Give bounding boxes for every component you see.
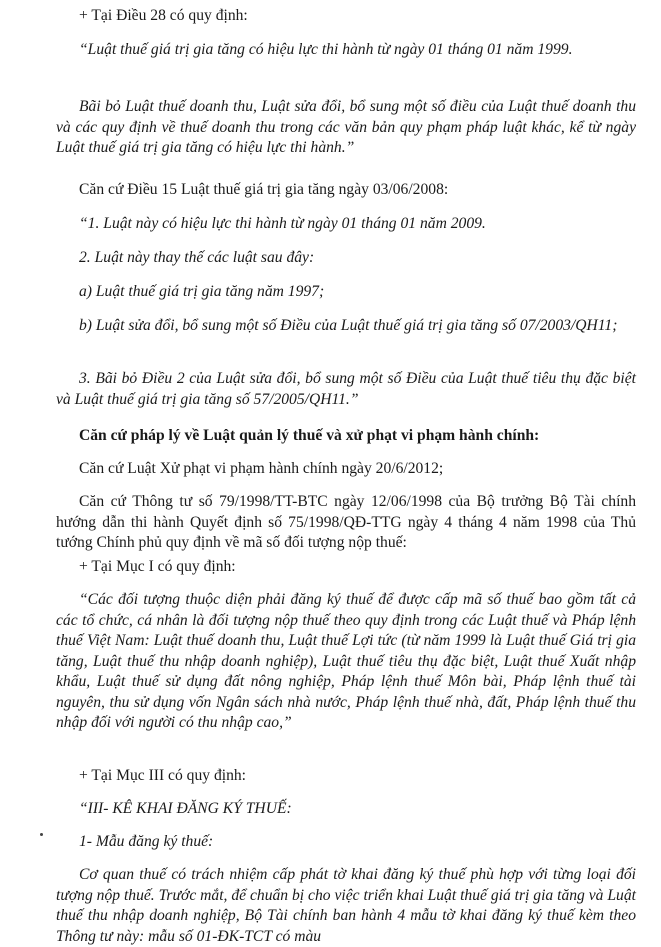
paragraph-declaration-heading: “III- KÊ KHAI ĐĂNG KÝ THUẾ: (79, 800, 292, 817)
paragraph-tax-office-responsibility: Cơ quan thuế có trách nhiệm cấp phát tờ khai đăng ký thuế phù hợp với từng loại đối tượng nộp thuế. Trước mắt, để chuẩn bị cho việc triển khai Luật thuế giá trị gia tăng và Luật thuế thu nhập doanh nghiệp, Bộ Tài chính ban hành 4 mẫu tờ khai đăng ký thuế kèm theo Thông tư này: mẫu số 01-ĐK-TCT có màu (56, 866, 636, 945)
paragraph-section-iii-heading: + Tại Mục III có quy định: (79, 767, 247, 784)
paragraph-taxpayer-registration-subjects: “Các đối tượng thuộc diện phải đăng ký thuế để được cấp mã số thuế bao gồm tất cả các tổ chức, cá nhân là đối tượng nộp thuế theo quy định trong các Luật thuế và Pháp lệnh thuế Việt Nam: Luật thuế doanh thu, Luật thuế Lợi tức (từ năm 1999 là Luật thuế Giá trị gia tăng, Luật thuế thu nhập doanh nghiệp), Luật thuế tiêu thụ đặc biệt, Luật thuế Xuất nhập khẩu, Luật thuế sử dụng đất nông nghiệp, Pháp lệnh thuế Môn bài, Pháp lệnh thuế tài nguyên, thu sử dụng vốn Ngân sách nhà nước, Pháp lệnh thuế nhà, đất, Pháp lệnh thuế thu nhập đối với người có thu nhập cao,” (56, 591, 636, 731)
section-heading-legal-basis: Căn cứ pháp lý về Luật quản lý thuế và xử phạt vi phạm hành chính: (79, 427, 540, 444)
paragraph-item-b: b) Luật sửa đổi, bổ sung một số Điều của Luật thuế giá trị gia tăng số 07/2003/QH11; (79, 317, 618, 334)
paragraph-circular-79-1998: Căn cứ Thông tư số 79/1998/TT-BTC ngày 12/06/1998 của Bộ trưởng Bộ Tài chính hướng dẫn thi hành Quyết định số 75/1998/QĐ-TTG ngày 4 tháng 4 năm 1998 của Thủ tướng Chính phủ quy định về mã số đối tượng nộp thuế: (56, 493, 636, 551)
paragraph-vat-effective-1999: “Luật thuế giá trị gia tăng có hiệu lực thi hành từ ngày 01 tháng 01 năm 1999. (79, 41, 573, 58)
paragraph-replaces-laws: 2. Luật này thay thế các luật sau đây: (79, 249, 315, 266)
paragraph-item-a: a) Luật thuế giá trị gia tăng năm 1997; (79, 283, 325, 300)
paragraph-item-3: 3. Bãi bỏ Điều 2 của Luật sửa đổi, bổ sung một số Điều của Luật thuế tiêu thụ đặc biệt và Luật thuế giá trị gia tăng số 57/2005/QH11.” (56, 370, 636, 408)
paragraph-repeal-revenue-tax: Bãi bỏ Luật thuế doanh thu, Luật sửa đổi, bổ sung một số điều của Luật thuế doanh thu và các quy định về thuế doanh thu trong các văn bản quy phạm pháp luật khác, kể từ ngày Luật thuế giá trị gia tăng có hiệu lực thi hành.” (56, 98, 636, 156)
paragraph-effective-2009: “1. Luật này có hiệu lực thi hành từ ngày 01 tháng 01 năm 2009. (79, 215, 486, 232)
paragraph-form-heading: 1- Mẫu đăng ký thuế: (79, 833, 214, 850)
scan-speck (40, 833, 43, 836)
paragraph-administrative-penalty-law: Căn cứ Luật Xử phạt vi phạm hành chính ngày 20/6/2012; (79, 460, 444, 477)
paragraph-section-i-heading: + Tại Mục I có quy định: (79, 558, 236, 575)
paragraph-article-28-heading: + Tại Điều 28 có quy định: (79, 7, 248, 24)
paragraph-article-15-basis: Căn cứ Điều 15 Luật thuế giá trị gia tăng ngày 03/06/2008: (79, 181, 449, 198)
